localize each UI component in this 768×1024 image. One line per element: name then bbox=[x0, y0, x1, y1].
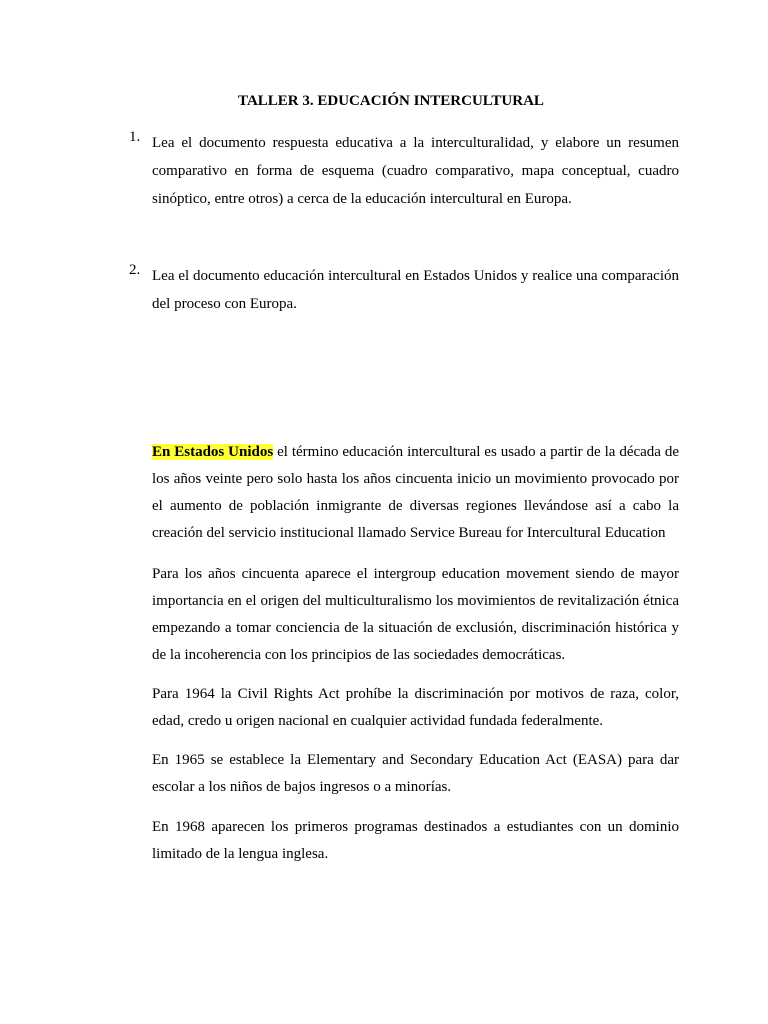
list-item-number: 2. bbox=[129, 262, 141, 278]
paragraph: Para los años cincuenta aparece el intergroup education movement siendo de mayor importancia en el origen del multiculturalismo los movimientos de revitalización étnica empezando a tomar conciencia de la situación de exclusión, discriminación histórica y de la incoherencia con los principios de las sociedades democráticas. bbox=[152, 566, 679, 663]
list-item-number: 1. bbox=[129, 129, 141, 145]
paragraph: Para 1964 la Civil Rights Act prohíbe la discriminación por motivos de raza, color, edad, credo u origen nacional en cualquier actividad fundada federalmente. bbox=[152, 686, 679, 729]
list-item-text: Lea el documento educación intercultural en Estados Unidos y realice una comparación del proceso con Europa. bbox=[152, 268, 679, 312]
list-item-text: Lea el documento respuesta educativa a la interculturalidad, y elabore un resumen comparativo en forma de esquema (cuadro comparativo, mapa conceptual, cuadro sinóptico, entre otros) a cerca de la educación intercultural en Europa. bbox=[152, 135, 679, 207]
paragraph-text: el término educación intercultural es usado a partir de la década de los años veinte pero solo hasta los años cincuenta inicio un movimiento provocado por el aumento de población inmigrante de diversas regiones llevándose así a cabo la creación del servicio institucional llamado Service Bureau for Intercultural Education bbox=[152, 444, 680, 541]
paragraph: En 1965 se establece la Elementary and Secondary Education Act (EASA) para dar escolar a los niños de bajos ingresos o a minorías. bbox=[152, 752, 679, 795]
document-title: TALLER 3. EDUCACIÓN INTERCULTURAL bbox=[238, 93, 544, 109]
highlighted-text: En Estados Unidos bbox=[152, 444, 274, 460]
paragraph-estados-unidos bbox=[152, 439, 679, 547]
paragraph: En 1968 aparecen los primeros programas destinados a estudiantes con un dominio limitado de la lengua inglesa. bbox=[152, 819, 679, 862]
